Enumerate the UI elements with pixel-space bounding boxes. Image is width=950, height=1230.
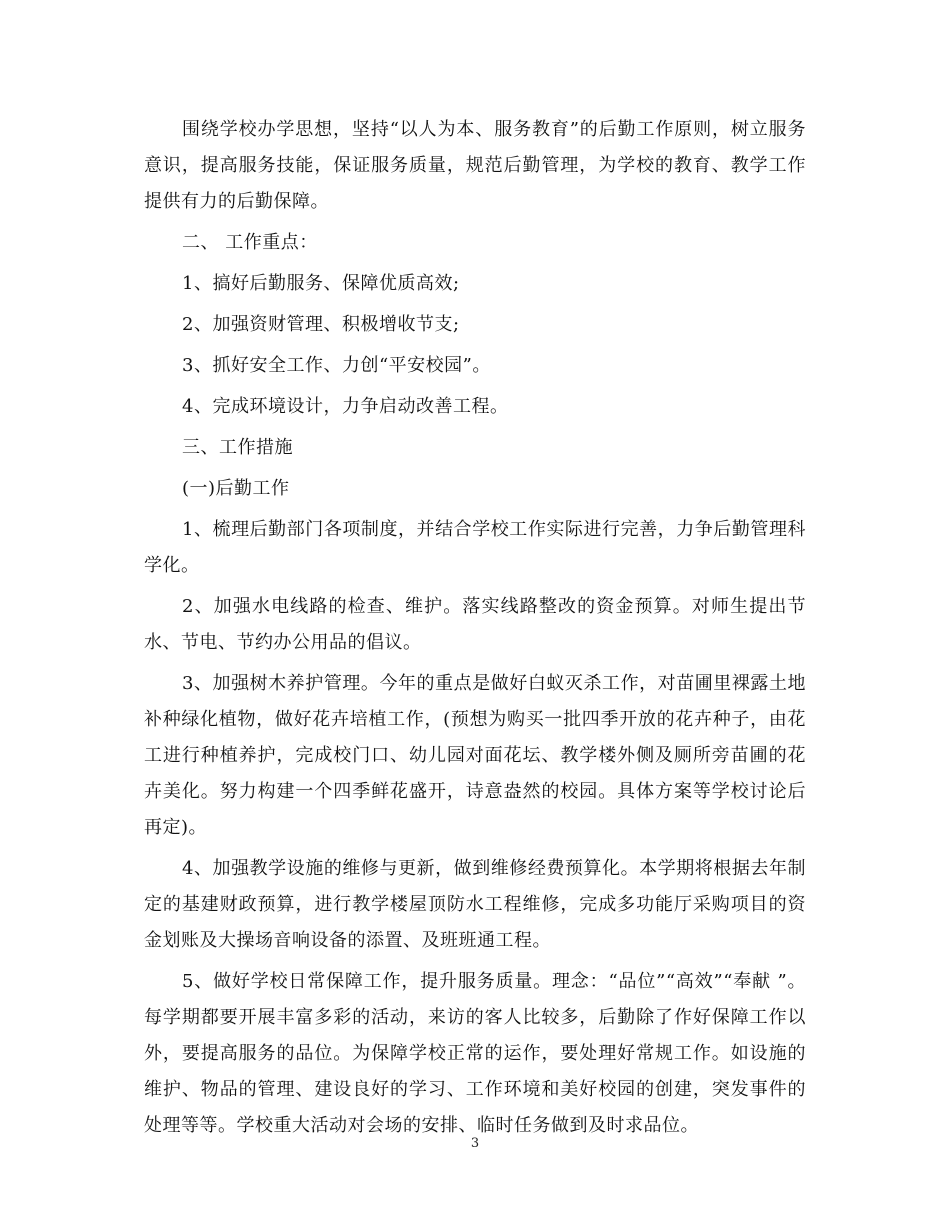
paragraph-intro: 围绕学校办学思想，坚持“以人为本、服务教育”的后勤工作原则，树立服务意识，提高服务技能，保证服务质量，规范后勤管理，为学校的教育、教学工作提供有力的后勤保障。 <box>144 119 806 212</box>
list-item-focus-3: 3、抓好安全工作、力创“平安校园”。 <box>182 355 491 376</box>
page-number: 3 <box>470 1136 480 1151</box>
list-item-focus-1: 1、搞好后勤服务、保障优质高效; <box>182 273 460 294</box>
paragraph-measure-5: 5、做好学校日常保障工作，提升服务质量。理念：“品位”“高效”“奉献 ”。每学期都要开展丰富多彩的活动，来访的客人比较多，后勤除了作好保障工作以外，要提高服务的品位。为保障学校正常的运作，要处理好常规工作。如设施的维护、物品的管理、建设良好的学习、工作环境和美好校园的创建，突发事件的处理等等。学校重大活动对会场的安排、临时任务做到及时求品位。 <box>144 971 806 1136</box>
paragraph-measure-2: 2、加强水电线路的检查、维护。落实线路整改的资金预算。对师生提出节水、节电、节约办公用品的倡议。 <box>144 596 806 653</box>
heading-work-focus: 二、 工作重点： <box>182 232 318 253</box>
paragraph-measure-1: 1、梳理后勤部门各项制度，并结合学校工作实际进行完善，力争后勤管理科学化。 <box>144 519 806 576</box>
paragraph-measure-3: 3、加强树木养护管理。今年的重点是做好白蚁灭杀工作，对苗圃里裸露土地补种绿化植物，做好花卉培植工作，(预想为购买一批四季开放的花卉种子，由花工进行种植养护，完成校门口、幼儿园对面花坛、教学楼外侧及厕所旁苗圃的花卉美化。努力构建一个四季鲜花盛开，诗意盎然的校园。具体方案等学校讨论后再定)。 <box>144 673 806 838</box>
list-item-focus-2: 2、加强资财管理、积极增收节支; <box>182 314 460 335</box>
paragraph-measure-4: 4、加强教学设施的维修与更新，做到维修经费预算化。本学期将根据去年制定的基建财政预算，进行教学楼屋顶防水工程维修，完成多功能厅采购项目的资金划账及大操场音响设备的添置、及班班通工程。 <box>144 858 806 951</box>
heading-work-measures: 三、工作措施 <box>182 437 293 458</box>
subheading-logistics-work: (一)后勤工作 <box>182 478 290 499</box>
document-body <box>144 112 806 1149</box>
list-item-focus-4: 4、完成环境设计，力争启动改善工程。 <box>182 396 509 417</box>
